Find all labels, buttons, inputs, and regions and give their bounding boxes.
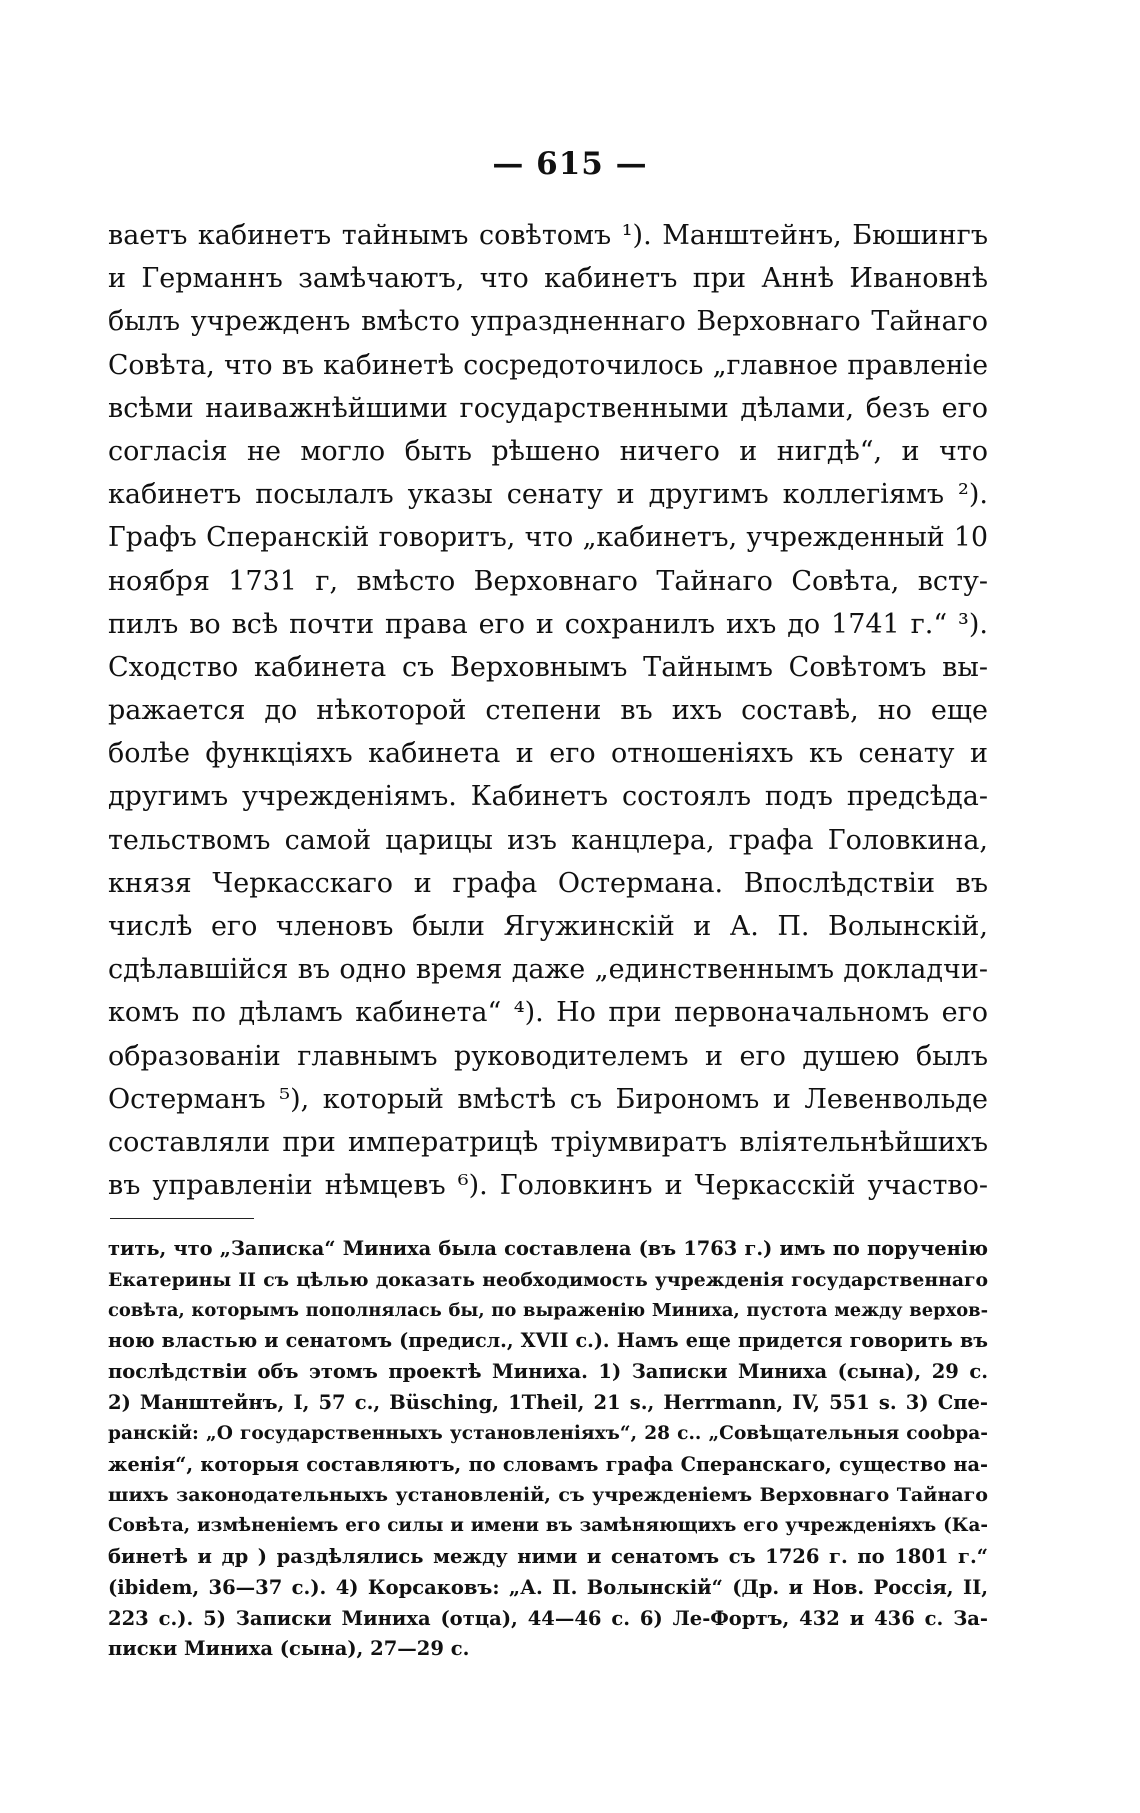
text-line: пилъ во всѣ почти права его и сохранилъ ихъ до 1741 г.“ ³). [108,608,988,640]
footnote-line: послѣдствіи объ этомъ проектѣ Миниха. 1) Записки Миниха (сына), 29 с. [108,1360,988,1384]
footnotes-block [108,1234,988,1665]
footnote-line: писки Миниха (сына), 27—29 с. [108,1637,470,1661]
text-line: Графъ Сперанскій говоритъ, что „кабинетъ, учрежденный 10 [108,522,988,554]
text-line: другимъ учрежденіямъ. Кабинетъ состоялъ подъ предсѣда- [108,781,988,813]
footnote-line: 2) Манштейнъ, I, 57 с., Büsching, 1Theil, 21 s., Herrmann, IV, 551 s. 3) Спе- [108,1390,988,1414]
text-line: сдѣлавшійся въ одно время даже „единственнымъ докладчи- [108,954,988,986]
footnote-line: тить, что „Записка“ Миниха была составлена (въ 1763 г.) имъ по порученію [108,1237,988,1260]
text-line: ноября 1731 г, вмѣсто Верховнаго Тайнаго Совѣта, всту- [108,565,988,597]
text-line: въ управленіи нѣмцевъ ⁶). Головкинъ и Черкасскій участво- [108,1170,988,1202]
text-line: болѣе функціяхъ кабинета и его отношеніяхъ къ сенату и [108,738,988,770]
text-line: кабинетъ посылалъ указы сенату и другимъ коллегіямъ ²). [108,479,988,511]
text-line: Остерманъ ⁵), который вмѣстѣ съ Бирономъ и Левенвольде [108,1083,988,1115]
text-line: тельствомъ самой царицы изъ канцлера, графа Головкина, [108,824,988,856]
text-line: всѣми наиважнѣйшими государственными дѣлами, безъ его [108,392,988,424]
footnote-line: ранскій: „О государственныхъ установленіяхъ“, 28 с.. „Совѣщательныя соobра- [108,1422,988,1444]
text-line: составляли при императрицѣ тріумвиратъ вліятельнѣйшихъ [108,1126,988,1158]
text-line: былъ учрежденъ вмѣсто упраздненнаго Верховнаго Тайнаго [108,306,988,338]
text-line: образованіи главнымъ руководителемъ и его душею былъ [108,1040,988,1072]
footnote-line: Екатерины II съ цѣлью доказать необходимость учрежденія государственнаго [108,1268,988,1291]
text-line: согласія не могло быть рѣшено ничего и нигдѣ“, и что [108,435,988,467]
footnote-line: женія“, которыя составляютъ, по словамъ графа Сперанскаго, существо на- [108,1452,988,1476]
footnote-line: Совѣта, измѣненіемъ его силы и имени въ замѣняющихъ его учрежденіяхъ (Ка- [108,1515,988,1537]
text-line: числѣ его членовъ были Ягужинскій и А. П. Волынскій, [108,911,988,942]
footnote-line: (ibidem, 36—37 с.). 4) Корсаковъ: „А. П. Волынскій“ (Др. и Нов. Россія, II, [108,1575,988,1599]
footnote-line: шихъ законодательныхъ установленій, съ учрежденіемъ Верховнаго Тайнаго [108,1484,988,1507]
footnote-line: бинетѣ и др ) раздѣлялись между ними и сенатомъ съ 1726 г. по 1801 г.“ [108,1544,988,1568]
text-line: ваетъ кабинетъ тайнымъ совѣтомъ ¹). Манштейнъ, Бюшингъ [108,220,988,251]
text-line: и Германнъ замѣчаютъ, что кабинетъ при Аннѣ Ивановнѣ [108,263,988,295]
text-line: князя Черкасскаго и графа Остермана. Впослѣдствіи въ [108,867,988,899]
footnote-divider [110,1218,254,1219]
main-text-block [108,214,988,1207]
text-line: ражается до нѣкоторой степени въ ихъ составѣ, но еще [108,695,988,727]
page-number: — 615 — [492,146,648,182]
footnote-line: ною властью и сенатомъ (предисл., XVII с.). Намъ еще придется говорить въ [108,1329,988,1353]
footnote-line: 223 с.). 5) Записки Миниха (отца), 44—46 с. 6) Ле-Фортъ, 432 и 436 с. За- [108,1606,988,1630]
text-line: комъ по дѣламъ кабинета“ ⁴). Но при первоначальномъ его [108,997,988,1029]
footnote-line: совѣта, которымъ пополнялась бы, по выраженію Миниха, пустота между верхов- [108,1299,988,1321]
text-line: Сходство кабинета съ Верховнымъ Тайнымъ Совѣтомъ вы- [108,651,988,683]
text-line: Совѣта, что въ кабинетѣ сосредоточилось „главное правленіе [108,349,988,381]
